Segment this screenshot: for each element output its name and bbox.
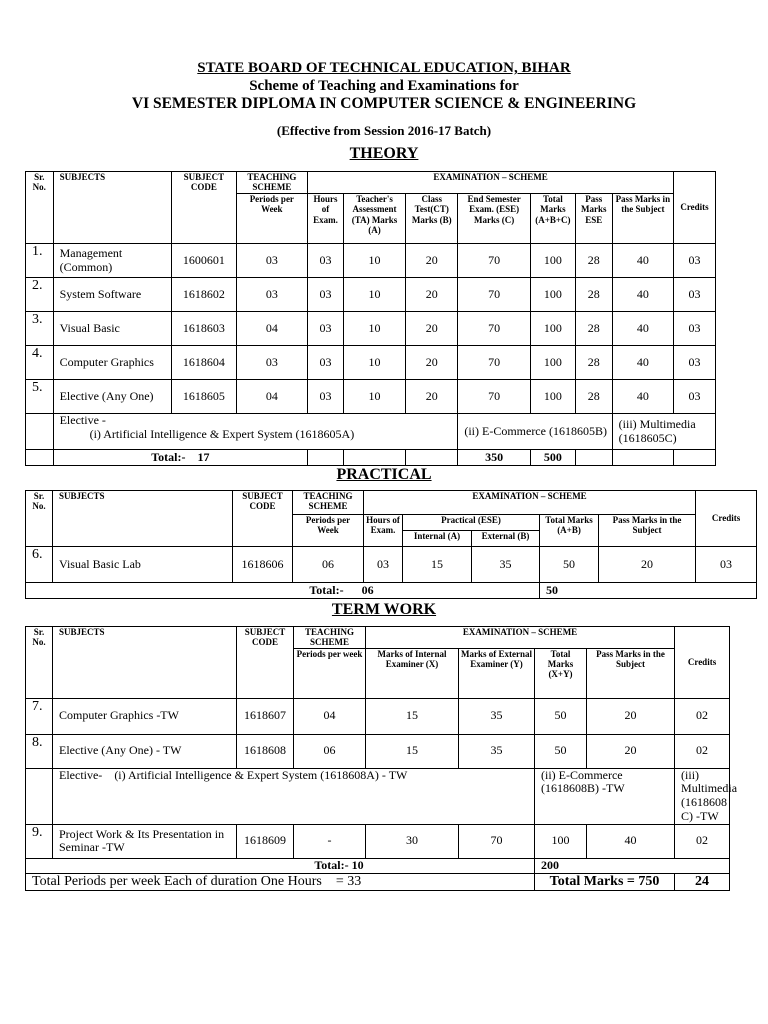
cell-pass-sub: 40 xyxy=(612,244,673,278)
cell-periods: - xyxy=(294,824,366,858)
col-credits: Credits xyxy=(696,491,757,547)
col-pass-subject: Pass Marks in the Subject xyxy=(612,194,673,244)
col-internal: Internal (A) xyxy=(403,531,472,547)
elective-label: Elective - xyxy=(59,413,106,427)
col-total: Total Marks (A+B+C) xyxy=(530,194,575,244)
cell-pass-sub: 20 xyxy=(599,547,696,583)
effective-session: (Effective from Session 2016-17 Batch) xyxy=(276,123,492,138)
cell-periods: 04 xyxy=(236,380,308,414)
col-exam-scheme: EXAMINATION – SCHEME xyxy=(308,172,674,194)
cell-ese: 70 xyxy=(458,380,531,414)
total-label: Total:- xyxy=(309,582,344,597)
cell-pass-ese: 28 xyxy=(575,312,612,346)
col-code: SUBJECT CODE xyxy=(233,491,293,547)
cell-external: 70 xyxy=(459,824,535,858)
cell-code: 1618602 xyxy=(172,278,236,312)
cell-ct: 20 xyxy=(406,380,458,414)
summary-total-marks: Total Marks = 750 xyxy=(535,873,675,890)
col-ta: Teacher's Assessment (TA) Marks (A) xyxy=(343,194,405,244)
summary-periods-value: = 33 xyxy=(335,873,362,889)
cell-ta: 10 xyxy=(343,312,405,346)
cell-total: 50 xyxy=(535,698,587,734)
elective-row xyxy=(26,414,716,450)
summary-periods-text: Total Periods per week Each of duration One Hours xyxy=(32,873,322,889)
cell-total: 100 xyxy=(530,380,575,414)
cell-external: 35 xyxy=(459,734,535,768)
cell-pass-sub: 40 xyxy=(612,278,673,312)
theory-heading: THEORY xyxy=(349,145,419,162)
col-subjects: SUBJECTS xyxy=(53,627,237,699)
cell-total: 100 xyxy=(530,312,575,346)
cell-ese: 70 xyxy=(458,278,531,312)
cell-ta: 10 xyxy=(343,278,405,312)
cell-hours: 03 xyxy=(308,312,344,346)
table-row xyxy=(26,312,716,346)
elective-cell xyxy=(53,768,535,824)
cell-ese: 70 xyxy=(458,346,531,380)
total-label: Total:- xyxy=(151,449,186,464)
cell-code: 1618604 xyxy=(172,346,236,380)
cell-code: 1618609 xyxy=(237,824,294,858)
cell-internal: 30 xyxy=(366,824,459,858)
col-periods: Periods per week xyxy=(294,648,366,698)
col-sr: Sr. No. xyxy=(26,172,54,244)
cell-subject: Computer Graphics xyxy=(53,346,172,380)
termwork-heading: TERM WORK xyxy=(331,601,437,618)
cell-total: 100 xyxy=(530,346,575,380)
cell-sr: 7. xyxy=(26,698,53,734)
col-sr: Sr. No. xyxy=(26,627,53,699)
cell-code: 1618608 xyxy=(237,734,294,768)
total-row xyxy=(26,583,757,599)
col-teaching: TEACHING SCHEME xyxy=(236,172,308,194)
cell-pass-sub: 40 xyxy=(612,312,673,346)
col-subjects: SUBJECTS xyxy=(53,172,172,244)
col-credits: Credits xyxy=(675,627,730,699)
cell-sr: 9. xyxy=(26,824,53,858)
cell-hours: 03 xyxy=(364,547,403,583)
cell-total: 100 xyxy=(530,244,575,278)
col-code: SUBJECT CODE xyxy=(237,627,294,699)
cell-pass-sub: 20 xyxy=(587,698,675,734)
col-code: SUBJECT CODE xyxy=(172,172,236,244)
cell-ese: 70 xyxy=(458,312,531,346)
col-practical-ese: Practical (ESE) xyxy=(403,515,540,531)
cell-credits: 02 xyxy=(675,734,730,768)
cell-credits: 03 xyxy=(674,312,716,346)
col-hours: Hours of Exam. xyxy=(308,194,344,244)
col-periods: Periods per Week xyxy=(293,515,364,547)
elective-option-2: (ii) E-Commerce (1618608B) -TW xyxy=(535,768,675,824)
cell-external: 35 xyxy=(472,547,540,583)
elective-row xyxy=(26,768,730,824)
scheme-title: Scheme of Teaching and Examinations for xyxy=(249,78,519,94)
cell-ta: 10 xyxy=(343,380,405,414)
total-row xyxy=(26,858,730,873)
col-external: Marks of External Examiner (Y) xyxy=(459,648,535,698)
cell-subject: Computer Graphics -TW xyxy=(53,698,237,734)
termwork-table xyxy=(25,626,738,891)
elective-cell xyxy=(53,414,458,450)
total-cell xyxy=(53,450,308,466)
col-hours: Hours of Exam. xyxy=(364,515,403,547)
table-row xyxy=(26,698,730,734)
cell-pass-sub: 40 xyxy=(612,346,673,380)
elective-label: Elective- xyxy=(59,767,103,782)
cell-periods: 04 xyxy=(236,312,308,346)
col-exam-scheme: EXAMINATION – SCHEME xyxy=(366,627,675,649)
cell-subject: Visual Basic Lab xyxy=(53,547,233,583)
cell-periods: 06 xyxy=(294,734,366,768)
cell-subject: Project Work & Its Presentation in Seminar -TW xyxy=(53,824,237,858)
summary-periods-cell xyxy=(26,873,535,890)
cell-pass-ese: 28 xyxy=(575,346,612,380)
col-periods: Periods per Week xyxy=(236,194,308,244)
cell-ct: 20 xyxy=(406,244,458,278)
cell-pass-sub: 40 xyxy=(612,380,673,414)
total-marks: 500 xyxy=(530,450,575,466)
cell-credits: 02 xyxy=(675,698,730,734)
cell-code: 1618605 xyxy=(172,380,236,414)
cell-sr: 8. xyxy=(26,734,53,768)
total-label: Total:- xyxy=(314,857,349,872)
cell-external: 35 xyxy=(459,698,535,734)
cell-credits: 03 xyxy=(696,547,757,583)
col-sr: Sr. No. xyxy=(26,491,53,547)
col-internal: Marks of Internal Examiner (X) xyxy=(366,648,459,698)
practical-heading: PRACTICAL xyxy=(336,466,432,483)
cell-hours: 03 xyxy=(308,346,344,380)
total-marks: 200 xyxy=(535,858,730,873)
elective-option-2: (ii) E-Commerce (1618605B) xyxy=(458,414,612,450)
total-marks: 50 xyxy=(540,583,757,599)
total-periods: 17 xyxy=(197,449,210,464)
summary-row xyxy=(26,873,730,890)
cell-sr: 2. xyxy=(26,278,54,312)
cell-hours: 03 xyxy=(308,244,344,278)
total-periods: 10 xyxy=(351,857,364,872)
cell-pass-sub: 40 xyxy=(587,824,675,858)
cell-periods: 03 xyxy=(236,244,308,278)
cell-credits: 02 xyxy=(675,824,730,858)
cell-credits: 03 xyxy=(674,278,716,312)
col-ese: End Semester Exam. (ESE) Marks (C) xyxy=(458,194,531,244)
cell-subject: Visual Basic xyxy=(53,312,172,346)
table-row xyxy=(26,346,716,380)
table-row xyxy=(26,734,730,768)
elective-option-1: (i) Artificial Intelligence & Expert System (1618608A) - TW xyxy=(114,767,408,782)
cell-ese: 70 xyxy=(458,244,531,278)
total-periods: 06 xyxy=(361,582,374,597)
cell-sr: 4. xyxy=(26,346,54,380)
elective-option-3: (iii) Multimedia (1618608 C) -TW xyxy=(675,768,730,824)
practical-table xyxy=(25,490,757,599)
cell-sr: 5. xyxy=(26,380,54,414)
table-row xyxy=(26,244,716,278)
cell-credits: 03 xyxy=(674,380,716,414)
cell-periods: 03 xyxy=(236,346,308,380)
cell-hours: 03 xyxy=(308,278,344,312)
cell-sr: 1. xyxy=(26,244,54,278)
theory-table xyxy=(25,171,716,466)
col-pass-subject: Pass Marks in the Subject xyxy=(599,515,696,547)
cell-total: 50 xyxy=(540,547,599,583)
cell-total: 50 xyxy=(535,734,587,768)
cell-ta: 10 xyxy=(343,244,405,278)
total-row xyxy=(26,450,716,466)
cell-code: 1618606 xyxy=(233,547,293,583)
cell-pass-ese: 28 xyxy=(575,278,612,312)
cell-ct: 20 xyxy=(406,346,458,380)
cell-periods: 03 xyxy=(236,278,308,312)
cell-credits: 03 xyxy=(674,346,716,380)
cell-hours: 03 xyxy=(308,380,344,414)
col-pass-subject: Pass Marks in the Subject xyxy=(587,648,675,698)
cell-internal: 15 xyxy=(366,734,459,768)
cell-subject: Elective (Any One) - TW xyxy=(53,734,237,768)
table-row xyxy=(26,824,730,858)
cell-pass-ese: 28 xyxy=(575,244,612,278)
col-pass-ese: Pass Marks ESE xyxy=(575,194,612,244)
cell-ct: 20 xyxy=(406,278,458,312)
table-row xyxy=(26,547,757,583)
cell-code: 1618607 xyxy=(237,698,294,734)
col-teaching: TEACHING SCHEME xyxy=(294,627,366,649)
cell-sr: 3. xyxy=(26,312,54,346)
table-row xyxy=(26,278,716,312)
cell-subject: System Software xyxy=(53,278,172,312)
cell-credits: 03 xyxy=(674,244,716,278)
col-total: Total Marks (X+Y) xyxy=(535,648,587,698)
total-cell xyxy=(26,583,540,599)
col-total: Total Marks (A+B) xyxy=(540,515,599,547)
col-teaching: TEACHING SCHEME xyxy=(293,491,364,515)
cell-pass-sub: 20 xyxy=(587,734,675,768)
cell-ta: 10 xyxy=(343,346,405,380)
cell-subject: Elective (Any One) xyxy=(53,380,172,414)
cell-internal: 15 xyxy=(366,698,459,734)
cell-sr: 6. xyxy=(26,547,53,583)
col-ct: Class Test(CT) Marks (B) xyxy=(406,194,458,244)
total-ese: 350 xyxy=(458,450,531,466)
cell-pass-ese: 28 xyxy=(575,380,612,414)
cell-periods: 06 xyxy=(293,547,364,583)
board-title: STATE BOARD OF TECHNICAL EDUCATION, BIHAR xyxy=(197,60,571,76)
cell-ct: 20 xyxy=(406,312,458,346)
cell-subject: Management (Common) xyxy=(53,244,172,278)
col-external: External (B) xyxy=(472,531,540,547)
course-title: VI SEMESTER DIPLOMA IN COMPUTER SCIENCE & ENGINEERING xyxy=(131,95,637,112)
cell-internal: 15 xyxy=(403,547,472,583)
col-exam-scheme: EXAMINATION – SCHEME xyxy=(364,491,696,515)
cell-total: 100 xyxy=(530,278,575,312)
col-credits: Credits xyxy=(674,172,716,244)
table-row xyxy=(26,380,716,414)
cell-periods: 04 xyxy=(294,698,366,734)
col-subjects: SUBJECTS xyxy=(53,491,233,547)
total-cell xyxy=(26,858,535,873)
cell-code: 1600601 xyxy=(172,244,236,278)
summary-credits: 24 xyxy=(675,873,730,890)
elective-option-1: (i) Artificial Intelligence & Expert System (1618605A) xyxy=(89,426,355,441)
elective-option-3: (iii) Multimedia (1618605C) xyxy=(612,414,715,450)
cell-total: 100 xyxy=(535,824,587,858)
cell-code: 1618603 xyxy=(172,312,236,346)
